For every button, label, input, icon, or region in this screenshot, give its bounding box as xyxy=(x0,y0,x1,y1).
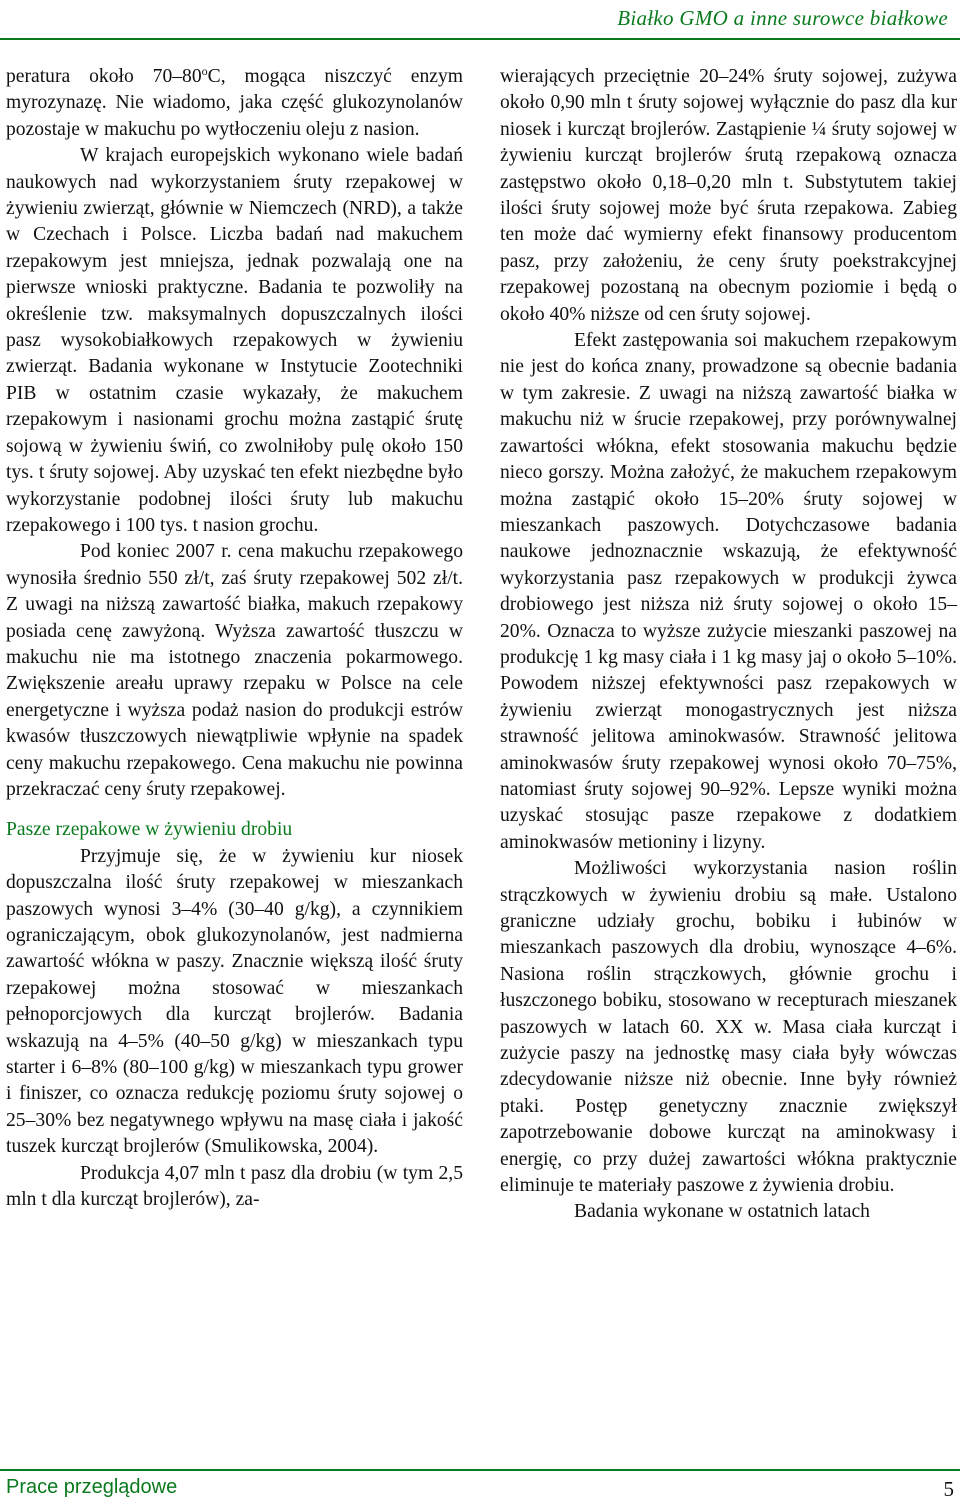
footer-section-label: Prace przeglądowe xyxy=(6,1476,178,1498)
temperature-text-rest: C, mogąca niszczyć enzym myrozynazę. Nie wiadomo, jaka część glukozynolanów pozostaje w makuchu po wytłoczeniu oleju z nasion. xyxy=(6,66,464,140)
section-heading: Pasze rzepakowe w żywieniu drobiu xyxy=(6,819,293,841)
running-header: Białko GMO a inne surowce białkowe xyxy=(617,6,948,30)
right-paragraph-1: wierających przeciętnie 20–24% śruty sojowej, zużywa około 0,90 mln t śruty sojowej wyłącznie do pasz dla kur niosek i kurcząt brojlerów. Zastąpienie ¼ śruty sojowej w żywieniu kurcząt brojlerów śrutą rzepakową oznacza zastępstwo około 0,18–0,20 mln t. Substytutem takiej ilości śruty sojowej może być śruta rzepakowa. Zabieg ten może dać wymierny efekt finansowy producentom pasz, przy założeniu, że ceny śruty poekstrakcyjnej rzepakowej pozostaną na obecnym poziomie i będą o około 40% niższe od cen śruty sojowej. xyxy=(500,66,957,325)
page-number: 5 xyxy=(943,1477,954,1501)
left-column xyxy=(6,64,463,1213)
right-paragraph-3: Możliwości wykorzystania nasion roślin strączkowych w żywieniu drobiu są małe. Ustalono graniczne udziały grochu, bobiku i łubinów w mieszankach paszowych dla drobiu, wynoszące 4–6%. Nasiona roślin strączkowych, głównie grochu i łuszczonego bobiku, stosowano w recepturach mieszanek paszowych w latach 60. XX w. Masa ciała kurcząt i zużycie paszy na jednostkę masy ciała były wówczas zdecydowanie niższe niż obecnie. Inne były również ptaki. Postęp genetyczny znacznie zwiększył zapotrzebowanie dobowe kurcząt na aminokwasy i energię, co przy dużej zawartości włókna praktycznie eliminuje te materiały paszowe z żywienia drobiu. xyxy=(500,858,957,1197)
temperature-text: peratura około 70–80 xyxy=(6,66,202,87)
right-column xyxy=(500,64,957,1226)
right-paragraph-2: Efekt zastępowania soi makuchem rzepakowym nie jest do końca znany, prowadzone są obecnie badania w tym zakresie. Z uwagi na niższą zawartość białka w makuchu niż w śrucie rzepakowej, przy porównywalnej zawartości włókna, efekt stosowania makuchu będzie nieco gorszy. Można założyć, że makuchem rzepakowym można zastąpić około 15–20% śruty sojowej w mieszankach paszowych. Dotychczasowe badania naukowe jednoznacznie wskazują, że efektywność wykorzystania pasz rzepakowych w produkcji żywca drobiowego jest niższa niż śruty sojowej o około 15–20%. Oznacza to wyższe zużycie mieszanki paszowej na produkcję 1 kg masy ciała i 1 kg masy jaj o około 5–10%. Powodem niższej efektywności pasz rzepakowych w żywieniu zwierząt monogastrycznych jest niższa strawność jelitowa aminokwasów. Strawność jelitowa aminokwasów śruty rzepakowej wynosi około 70–75%, natomiast śruty sojowej 90–92%. Lepsze wyniki można uzyskać stosując pasze rzepakowe z dodatkiem aminokwasów metioniny i lizyny. xyxy=(500,330,957,853)
left-paragraph-3: Pod koniec 2007 r. cena makuchu rzepakowego wynosiła średnio 550 zł/t, zaś śruty rzepakowej 502 zł/t. Z uwagi na niższą zawartość białka, makuch rzepakowy posiada cenę zawyżoną. Wyższa zawartość tłuszczu w makuchu nie ma istotnego znaczenia pokarmowego. Zwiększenie areału uprawy rzepaku w Polsce na cele energetyczne i wyższa podaż nasion do produkcji estrów kwasów tłuszczowych niewątpliwie wpłynie na spadek ceny makuchu rzepakowego. Cena makuchu nie powinna przekraczać ceny śruty rzepakowej. xyxy=(6,541,463,800)
header-rule xyxy=(0,38,960,40)
left-paragraph-2: W krajach europejskich wykonano wiele badań naukowych nad wykorzystaniem śruty rzepakowej w żywieniu zwierząt, głównie w Niemczech (NRD), a także w Czechach i Polsce. Liczba badań nad makuchem rzepakowym jest mniejsza, jednak pozwalają one na pierwsze wnioski praktyczne. Badania te pozwoliły na określenie tzw. maksymalnych dopuszczalnych ilości pasz wysokobiałkowych rzepakowych w żywieniu zwierząt. Badania wykonane w Instytucie Zootechniki PIB w ostatnim czasie wykazały, że makuchem rzepakowym i nasionami grochu można zastąpić śrutę sojową w żywieniu świń, co zwolniłoby pulę około 150 tys. t śruty sojowej. Aby uzyskać ten efekt niezbędne było wykorzystanie podobnej ilości śruty lub makuchu rzepakowego i 100 tys. t nasion grochu. xyxy=(6,145,463,536)
left-paragraph-4: Przyjmuje się, że w żywieniu kur niosek dopuszczalna ilość śruty rzepakowej w mieszankach paszowych wynosi 3–4% (30–40 g/kg), a czynnikiem ograniczającym, obok glukozynolanów, jest nadmierna zawartość włókna w paszy. Znacznie większą ilość śruty rzepakowej można stosować w mieszankach pełnoporcjowych dla kurcząt brojlerów. Badania wskazują na 4–5% (40–50 g/kg) w mieszankach typu starter i 6–8% (80–100 g/kg) w mieszankach typu grower i finiszer, co oznacza redukcję poziomu śruty sojowej o 25–30% bez negatywnego wpływu na masę ciała i jakość tuszek kurcząt brojlerów (Smulikowska, 2004). xyxy=(6,845,463,1158)
left-paragraph-1 xyxy=(6,64,463,143)
footer-rule xyxy=(0,1469,960,1471)
degree-superscript: o xyxy=(201,64,208,78)
left-paragraph-5: Produkcja 4,07 mln t pasz dla drobiu (w tym 2,5 mln t dla kurcząt brojlerów), za- xyxy=(6,1162,463,1211)
right-paragraph-4: Badania wykonane w ostatnich latach xyxy=(574,1201,870,1223)
